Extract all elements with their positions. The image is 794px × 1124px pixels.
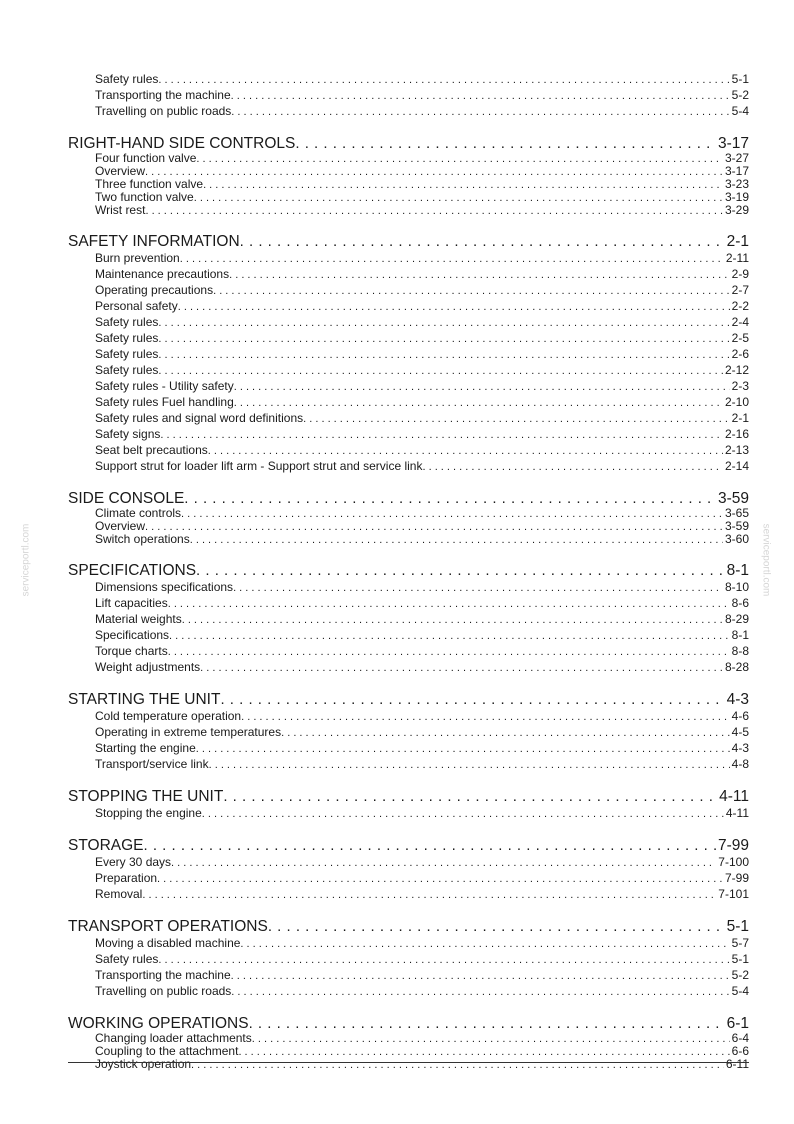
index-entry: Travelling on public roads . . . 5-4 <box>68 103 749 119</box>
index-entry: Transport/service link . . . 4-8 <box>68 756 749 772</box>
index-entry: Burn prevention . . . 2-11 <box>68 250 749 266</box>
section-heading: STORAGE . . . 7-99 <box>68 837 749 854</box>
index-entry: Safety rules . . . 5-1 <box>68 951 749 967</box>
index-entry: Overview . . . 3-59 <box>68 520 749 533</box>
index-entry: Seat belt precautions . . . 2-13 <box>68 442 749 458</box>
section-heading: SPECIFICATIONS . . . 8-1 <box>68 562 749 579</box>
section-heading: WORKING OPERATIONS . . . 6-1 <box>68 1015 749 1032</box>
index-entry: Safety rules . . . 2-12 <box>68 362 749 378</box>
index-entry: Safety rules . . . 2-6 <box>68 346 749 362</box>
index-entry: Material weights . . . 8-29 <box>68 611 749 627</box>
index-entry: Switch operations . . . 3-60 <box>68 533 749 546</box>
section-heading: TRANSPORT OPERATIONS . . . 5-1 <box>68 918 749 935</box>
index-entry: Wrist rest . . . 3-29 <box>68 204 749 217</box>
top-entries <box>68 71 749 119</box>
section-heading: RIGHT-HAND SIDE CONTROLS . . . 3-17 <box>68 135 749 152</box>
index-list <box>68 71 749 1071</box>
index-entry: Travelling on public roads . . . 5-4 <box>68 983 749 999</box>
index-entry: Every 30 days . . . 7-100 <box>68 854 749 870</box>
index-entry: Safety rules Fuel handling . . . 2-10 <box>68 394 749 410</box>
footer-rule <box>68 1062 749 1063</box>
index-entry: Personal safety . . . 2-2 <box>68 298 749 314</box>
index-entry: Operating precautions . . . 2-7 <box>68 282 749 298</box>
index-entry: Transporting the machine . . . 5-2 <box>68 87 749 103</box>
section-heading: STARTING THE UNIT . . . 4-3 <box>68 691 749 708</box>
index-entry: Safety rules . . . 2-4 <box>68 314 749 330</box>
index-entry: Safety rules and signal word definitions . . . 2-1 <box>68 410 749 426</box>
index-entry: Cold temperature operation . . . 4-6 <box>68 708 749 724</box>
index-entry: Weight adjustments . . . 8-28 <box>68 659 749 675</box>
index-entry: Moving a disabled machine . . . 5-7 <box>68 935 749 951</box>
index-entry: Operating in extreme temperatures . . . 4-5 <box>68 724 749 740</box>
index-sections <box>68 135 749 1071</box>
watermark-right: serviceportl.com <box>760 523 772 597</box>
index-entry: Transporting the machine . . . 5-2 <box>68 967 749 983</box>
index-entry: Lift capacities . . . 8-6 <box>68 595 749 611</box>
index-entry: Dimensions specifications . . . 8-10 <box>68 579 749 595</box>
index-entry: Coupling to the attachment . . . 6-6 <box>68 1045 749 1058</box>
index-entry: Starting the engine . . . 4-3 <box>68 740 749 756</box>
index-entry: Torque charts . . . 8-8 <box>68 643 749 659</box>
index-entry: Safety rules . . . 5-1 <box>68 71 749 87</box>
index-entry: Preparation . . . 7-99 <box>68 870 749 886</box>
section-heading: STOPPING THE UNIT . . . 4-11 <box>68 788 749 805</box>
index-entry: Climate controls . . . 3-65 <box>68 507 749 520</box>
index-entry: Four function valve . . . 3-27 <box>68 152 749 165</box>
index-entry: Overview . . . 3-17 <box>68 165 749 178</box>
index-entry: Support strut for loader lift arm - Support strut and service link . . . 2-14 <box>68 458 749 474</box>
index-entry: Safety signs . . . 2-16 <box>68 426 749 442</box>
watermark-left: serviceportl.com <box>20 523 32 597</box>
index-entry: Three function valve . . . 3-23 <box>68 178 749 191</box>
index-entry: Specifications . . . 8-1 <box>68 627 749 643</box>
index-entry: Two function valve . . . 3-19 <box>68 191 749 204</box>
index-entry: Removal . . . 7-101 <box>68 886 749 902</box>
index-entry: Safety rules - Utility safety . . . 2-3 <box>68 378 749 394</box>
section-heading: SAFETY INFORMATION . . . 2-1 <box>68 233 749 250</box>
index-entry: Maintenance precautions . . . 2-9 <box>68 266 749 282</box>
section-heading: SIDE CONSOLE . . . 3-59 <box>68 490 749 507</box>
index-entry: Stopping the engine . . . 4-11 <box>68 805 749 821</box>
index-entry: Safety rules . . . 2-5 <box>68 330 749 346</box>
index-entry: Joystick operation . . . 6-11 <box>68 1058 749 1071</box>
index-entry: Changing loader attachments . . . 6-4 <box>68 1032 749 1045</box>
